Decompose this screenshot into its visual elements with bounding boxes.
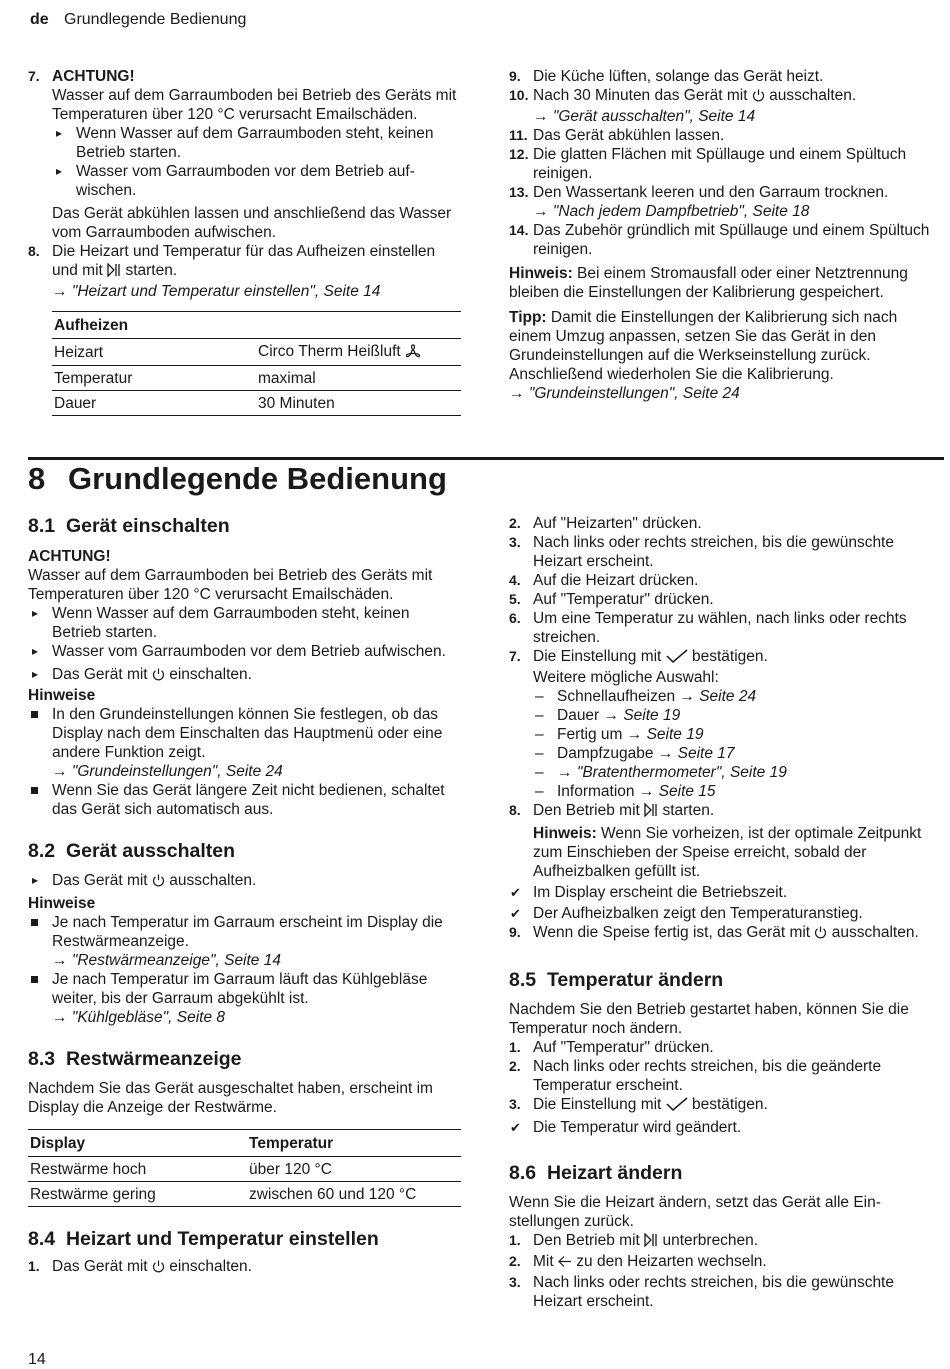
option-item: – Schnellaufheizen → Seite 24 <box>533 687 941 706</box>
cross-reference-link[interactable]: "Bratenthermometer", Seite 19 <box>576 764 787 781</box>
start-pause-icon <box>644 803 658 822</box>
step-text: Das Gerät abkühlen lassen und anschließend das Wasser vom Garraumboden aufwischen. <box>52 205 452 241</box>
table-header: Display <box>28 1130 247 1157</box>
warning-text: Wasser auf dem Garraumboden bei Betrieb des Geräts mit Temperaturen über 120 °C verursacht Emailschäden. <box>52 87 457 123</box>
cross-reference-link[interactable]: Seite 17 <box>677 745 735 762</box>
step-14: 14. Das Zubehör gründlich mit Spüllauge und einem Spültuch reinigen. <box>509 222 930 258</box>
section-heading-8-6: 8.6 Heizart ändern <box>509 1162 683 1184</box>
cross-reference-link[interactable]: → "Kühlgebläse", Seite 8 <box>52 1009 226 1026</box>
page-number: 14 <box>28 1351 46 1368</box>
note-item: In den Grundeinstellungen können Sie festlegen, ob das Display nach dem Einschalten das Hauptmenü oder eine andere Funktion zeigt. → "Grundeinstellungen", Seite 24 <box>28 705 460 781</box>
warning-title: ACHTUNG! <box>52 68 135 85</box>
section-heading-8-1: 8.1 Gerät einschalten <box>28 515 230 537</box>
step-2: 2. Nach links oder rechts streichen, bis die geänderte Temperatur erscheint. <box>509 1058 882 1094</box>
step-13: 13. Den Wassertank leeren und den Garraum trocknen. → "Nach jedem Dampfbetrieb", Seite 18 <box>509 183 941 221</box>
table-row: Restwärme hoch über 120 °C <box>28 1157 461 1182</box>
step-7: 7. Die Einstellung mit bestätigen. Weitere mögliche Auswahl: – Schnellaufheizen → Seite 24 – Dauer → Seite 19 – Fertig um → Seite 19 – Dampfzugabe → Seite 17 – → "Bratenthermometer", Seite 19 – Information → Seite 15 <box>509 647 941 801</box>
step-1: 1. Den Betrieb mit unterbrechen. <box>509 1231 941 1252</box>
bottom-right-column <box>509 514 941 1311</box>
warning-bullet: ▸ Wasser vom Garraumboden vor dem Betrieb aufwischen. <box>28 642 460 661</box>
section-text: Wenn Sie die Heizart ändern, setzt das Gerät alle Einstellungen zurück. <box>509 1194 881 1230</box>
checkmark-icon <box>666 649 688 668</box>
option-item: – Fertig um → Seite 19 <box>533 725 941 744</box>
table-row: Heizart Circo Therm Heißluft <box>52 339 461 366</box>
power-icon <box>752 88 765 107</box>
step-text: Die Heizart und Temperatur für das Aufheizen einstellen und mit starten. <box>52 242 458 282</box>
step-3: 3. Nach links oder rechts streichen, bis die gewünschte Heizart erscheint. <box>509 1274 894 1310</box>
section-heading-8-4: 8.4 Heizart und Temperatur einstellen <box>28 1228 379 1250</box>
table-row: Restwärme gering zwischen 60 und 120 °C <box>28 1182 461 1207</box>
result-item: ✔ Die Temperatur wird geändert. <box>509 1118 941 1137</box>
cross-reference-link[interactable]: → "Grundeinstellungen", Seite 24 <box>509 385 740 402</box>
start-pause-icon <box>644 1233 658 1252</box>
step-7 <box>28 67 458 242</box>
option-item: – Dauer → Seite 19 <box>533 706 941 725</box>
chapter-heading: 8 Grundlegende Bedienung <box>28 461 447 496</box>
action-step: ▸ Das Gerät mit einschalten. <box>28 665 460 686</box>
power-icon <box>152 667 165 686</box>
step-10: 10. Nach 30 Minuten das Gerät mit ausschalten. → "Gerät ausschalten", Seite 14 <box>509 86 941 126</box>
cross-reference-link[interactable]: → "Gerät ausschalten", Seite 14 <box>533 108 756 125</box>
note-paragraph: Hinweis: Bei einem Stromausfall oder einer Netztrennung bleiben die Einstellungen der Kalibrierung gespeichert. <box>509 265 908 301</box>
step-5: 5. Auf "Temperatur" drücken. <box>509 591 714 608</box>
step-number: 8. <box>28 243 40 259</box>
cross-reference-link[interactable]: Seite 24 <box>699 688 757 705</box>
checkmark-icon <box>666 1097 688 1116</box>
back-arrow-icon <box>558 1254 572 1273</box>
step-8 <box>28 242 458 301</box>
fan-icon <box>405 344 421 363</box>
cross-reference-link[interactable]: → "Grundeinstellungen", Seite 24 <box>52 763 283 780</box>
bottom-left-column <box>28 514 460 1278</box>
section-heading-8-3: 8.3 Restwärmeanzeige <box>28 1048 242 1070</box>
warning-title: ACHTUNG! <box>28 548 111 565</box>
power-icon <box>152 1259 165 1278</box>
section-text: Nachdem Sie den Betrieb gestartet haben, können Sie die Temperatur noch ändern. <box>509 1001 909 1037</box>
warning-bullet: ▸ Wasser vom Garraumboden vor dem Betrieb aufwischen. <box>52 162 458 200</box>
notes-title: Hinweise <box>28 895 96 912</box>
note-item: Je nach Temperatur im Garraum läuft das Kühlgebläse weiter, bis der Garraum abgekühlt ist. → "Kühlgebläse", Seite 8 <box>28 970 460 1027</box>
cross-reference-link[interactable]: → "Nach jedem Dampfbetrieb", Seite 18 <box>533 203 810 220</box>
note-item: Je nach Temperatur im Garraum erscheint im Display die Restwärmeanzeige. → "Restwärmeanzeige", Seite 14 <box>28 913 460 970</box>
step-12: 12. Die glatten Flächen mit Spüllauge und einem Spültuch reinigen. <box>509 146 907 182</box>
top-left-column <box>28 67 458 416</box>
top-right-column <box>509 67 941 403</box>
option-item: – Dampfzugabe → Seite 17 <box>533 744 941 763</box>
notes-title: Hinweise <box>28 687 96 704</box>
table-header: Temperatur <box>247 1130 461 1157</box>
note-item: Wenn Sie das Gerät längere Zeit nicht bedienen, schaltet das Gerät sich automatisch aus. <box>28 781 460 819</box>
section-heading-8-5: 8.5 Temperatur ändern <box>509 969 724 991</box>
step-2: 2. Auf "Heizarten" drücken. <box>509 515 702 532</box>
section-heading-8-2: 8.2 Gerät ausschalten <box>28 840 236 862</box>
result-item: ✔ Der Aufheizbalken zeigt den Temperaturanstieg. <box>509 904 941 923</box>
start-pause-icon <box>107 263 121 282</box>
step-11: 11. Das Gerät abkühlen lassen. <box>509 127 725 144</box>
table-header: Aufheizen <box>52 312 461 339</box>
language-code: de <box>30 11 49 28</box>
power-icon <box>814 925 827 944</box>
step-2: 2. Mit zu den Heizarten wechseln. <box>509 1252 941 1273</box>
note-paragraph: Hinweis: Wenn Sie vorheizen, ist der optimale Zeitpunkt zum Einschieben der Speise erreicht, sobald der Aufheizbalken gefüllt ist. <box>533 825 922 880</box>
step-3: 3. Die Einstellung mit bestätigen. <box>509 1095 941 1116</box>
running-header-title: Grundlegende Bedienung <box>64 11 247 28</box>
cross-reference-link[interactable]: → "Restwärmeanzeige", Seite 14 <box>52 952 281 969</box>
preheat-table <box>52 311 461 416</box>
result-item: ✔ Im Display erscheint die Betriebszeit. <box>509 883 941 902</box>
step-4: 4. Auf die Heizart drücken. <box>509 572 699 589</box>
tip-paragraph: Tipp: Damit die Einstellungen der Kalibrierung sich nach einem Umzug anpassen, setzen Sie das Gerät in den Grundeinstellungen auf die Werkseinstellung zurück. Anschließend wiederholen Sie die Kalibrierung. <box>509 309 898 383</box>
step-8: 8. Den Betrieb mit starten. Hinweis: Wenn Sie vorheizen, ist der optimale Zeitpunkt zum Einschieben der Speise erreicht, sobald der Aufheizbalken gefüllt ist. <box>509 801 941 881</box>
table-row: Temperatur maximal <box>52 366 461 391</box>
step-1: 1. Das Gerät mit einschalten. <box>28 1257 460 1278</box>
warning-bullet: ▸ Wenn Wasser auf dem Garraumboden steht, keinen Betrieb starten. <box>28 604 460 642</box>
table-row: Dauer 30 Minuten <box>52 391 461 416</box>
warning-text: Wasser auf dem Garraumboden bei Betrieb des Geräts mit Temperaturen über 120 °C verursacht Emailschäden. <box>28 567 433 603</box>
warning-bullet: ▸ Wenn Wasser auf dem Garraumboden steht, keinen Betrieb starten. <box>52 124 458 162</box>
power-icon <box>152 873 165 892</box>
cross-reference-link[interactable]: Seite 19 <box>623 707 681 724</box>
option-item: – Information → Seite 15 <box>533 782 941 801</box>
cross-reference-link[interactable]: Seite 15 <box>658 783 716 800</box>
section-text: Nachdem Sie das Gerät ausgeschaltet haben, erscheint im Display die Anzeige der Restwärme. <box>28 1080 433 1116</box>
step-9: 9. Die Küche lüften, solange das Gerät heizt. <box>509 68 824 85</box>
cross-reference-link[interactable]: → "Heizart und Temperatur einstellen", Seite 14 <box>52 283 381 300</box>
residual-heat-table <box>28 1129 461 1207</box>
step-number: 7. <box>28 68 40 84</box>
option-item: – → "Bratenthermometer", Seite 19 <box>533 763 941 782</box>
step-3: 3. Nach links oder rechts streichen, bis die gewünschte Heizart erscheint. <box>509 534 894 570</box>
cross-reference-link[interactable]: Seite 19 <box>646 726 704 743</box>
step-9: 9. Wenn die Speise fertig ist, das Gerät mit ausschalten. <box>509 923 941 944</box>
step-6: 6. Um eine Temperatur zu wählen, nach links oder rechts streichen. <box>509 610 907 646</box>
step-1: 1. Auf "Temperatur" drücken. <box>509 1039 714 1056</box>
action-step: ▸ Das Gerät mit ausschalten. <box>28 871 460 892</box>
